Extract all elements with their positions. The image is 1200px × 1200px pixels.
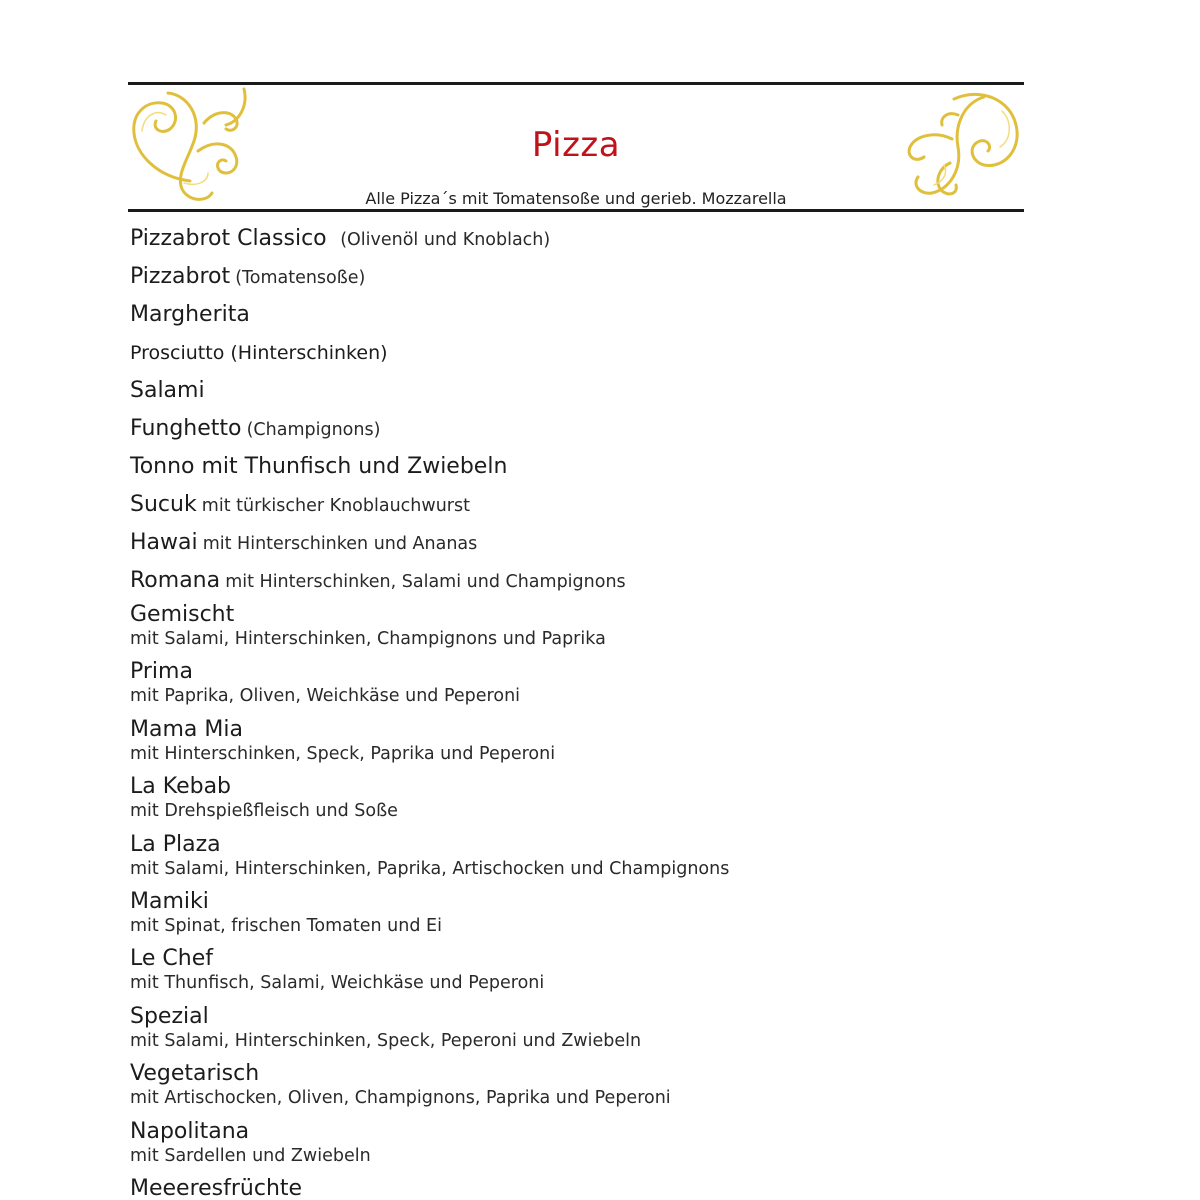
menu-item-desc: (Olivenöl und Knoblach) [334, 230, 551, 250]
menu-item-name: Hawai [130, 530, 198, 555]
gold-flourish-right-icon [894, 85, 1024, 209]
menu-item-name: Romana [130, 568, 221, 593]
menu-item-desc: (Champignons) [246, 420, 381, 440]
menu-item-name: Meeeresfrüchte [130, 1175, 303, 1200]
menu-item [130, 526, 1030, 564]
menu-item [130, 412, 1030, 450]
menu-item-desc: mit Salami, Hinterschinken, Speck, Peperoni und Zwiebeln [130, 1030, 642, 1051]
menu-item [130, 832, 1030, 889]
menu-item-name: Spezial [130, 1003, 209, 1029]
menu-item-name: La Plaza [130, 831, 221, 857]
menu-item-name: Funghetto [130, 416, 242, 441]
menu-item-name: Prima [130, 659, 193, 685]
menu-item-name: Napolitana [130, 1118, 250, 1144]
menu-item [130, 946, 1030, 1003]
menu-item [130, 717, 1030, 774]
menu-item-desc: (Tomatensoße) [235, 268, 366, 288]
menu-header [128, 82, 1024, 212]
menu-item [130, 298, 1030, 336]
menu-item [130, 1004, 1030, 1061]
menu-item [130, 336, 1030, 374]
menu-item-desc: mit Thunfisch, Salami, Weichkäse und Peperoni [130, 973, 545, 994]
pizza-menu-list [130, 222, 1030, 1200]
menu-item-name: Pizzabrot [130, 264, 231, 289]
menu-item [130, 450, 1030, 488]
menu-item [130, 564, 1030, 602]
menu-item-desc: mit Hinterschinken, Speck, Paprika und Peperoni [130, 743, 556, 764]
menu-item [130, 260, 1030, 298]
menu-item-desc: mit Artischocken, Oliven, Champignons, Paprika und Peperoni [130, 1088, 671, 1109]
menu-item-name: Sucuk [130, 492, 197, 517]
menu-item-name: Vegetarisch [130, 1061, 260, 1087]
menu-item [130, 602, 1030, 659]
menu-item-name: Tonno mit Thunfisch und Zwiebeln [130, 454, 508, 479]
menu-item-desc: mit Salami, Hinterschinken, Paprika, Artischocken und Champignons [130, 858, 730, 879]
section-subtitle: Alle Pizza´s mit Tomatensoße und gerieb. Mozzarella [365, 189, 787, 208]
menu-item-desc: mit Drehspießfleisch und Soße [130, 801, 398, 822]
menu-item [130, 1119, 1030, 1176]
menu-item-desc: mit Spinat, frischen Tomaten und Ei [130, 915, 442, 936]
menu-item-name: Margherita [130, 302, 250, 327]
menu-item-name: Mamiki [130, 888, 209, 914]
menu-item-desc: mit Paprika, Oliven, Weichkäse und Peperoni [130, 686, 521, 707]
menu-item [130, 889, 1030, 946]
menu-item-name: Pizzabrot Classico [130, 226, 327, 251]
menu-item [130, 488, 1030, 526]
menu-item [130, 659, 1030, 716]
menu-item [130, 774, 1030, 831]
menu-item-desc: mit Salami, Hinterschinken, Champignons und Paprika [130, 629, 606, 649]
menu-item-name: Prosciutto (Hinterschinken) [130, 342, 388, 364]
menu-item [130, 1061, 1030, 1118]
menu-item [130, 374, 1030, 412]
menu-item-name: Le Chef [130, 946, 213, 972]
menu-item [130, 1176, 1030, 1200]
menu-item-desc: mit Sardellen und Zwiebeln [130, 1145, 371, 1166]
menu-item-name: Mama Mia [130, 716, 243, 742]
menu-item [130, 222, 1030, 260]
menu-item-desc: mit Hinterschinken und Ananas [202, 534, 478, 554]
menu-item-name: La Kebab [130, 774, 232, 800]
menu-item-desc: mit türkischer Knoblauchwurst [201, 496, 470, 516]
menu-item-desc: mit Hinterschinken, Salami und Champignons [225, 572, 626, 592]
menu-item-name: Salami [130, 378, 205, 403]
section-title: Pizza [531, 125, 621, 165]
menu-item-name: Gemischt [130, 602, 235, 627]
